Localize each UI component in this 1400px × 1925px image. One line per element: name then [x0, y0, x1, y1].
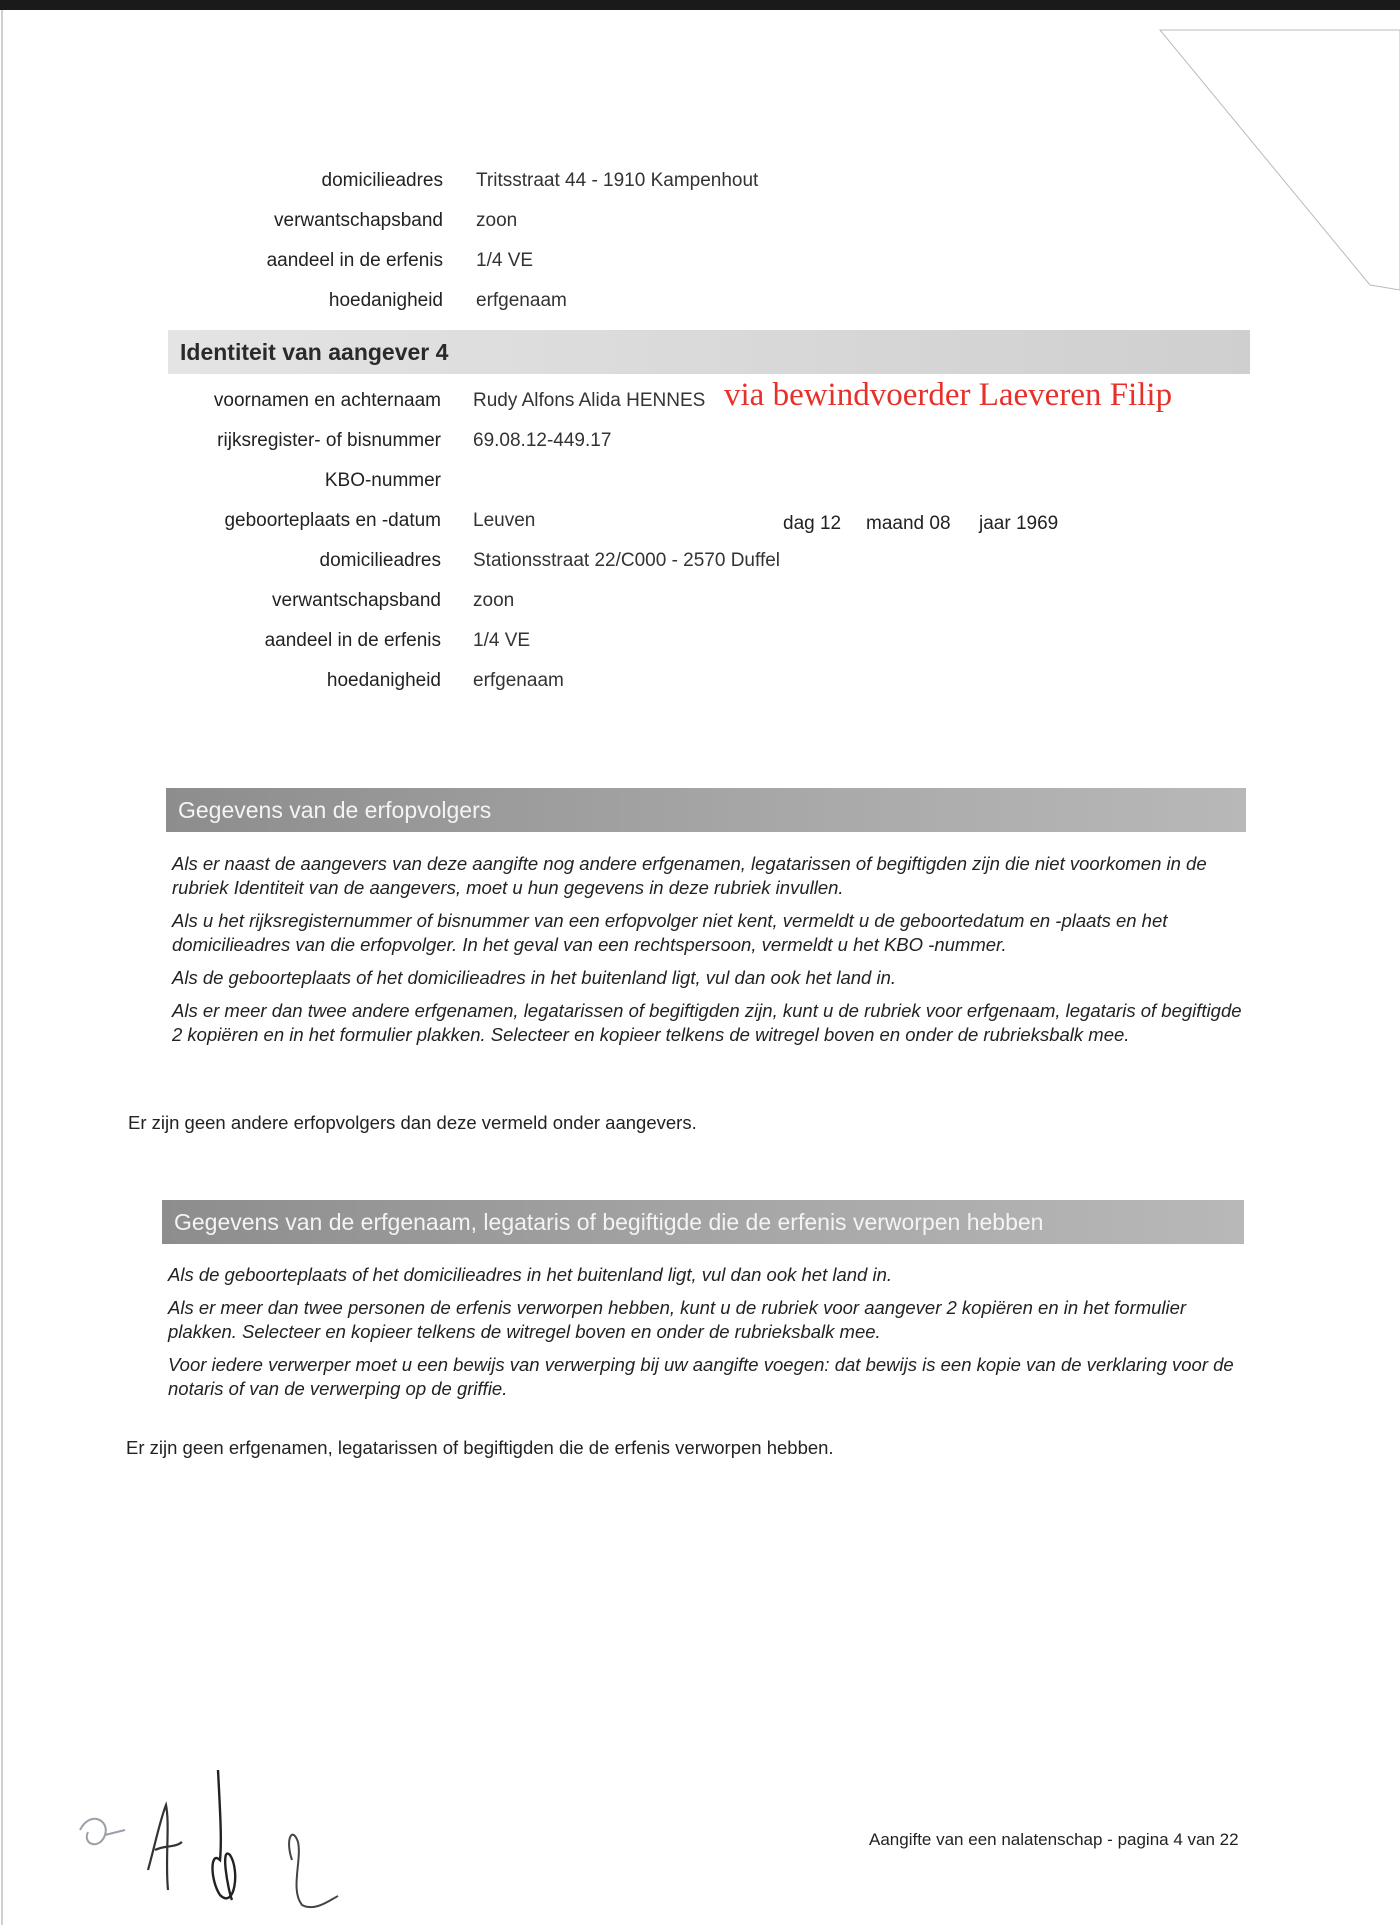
field-label: voornamen en achternaam: [213, 390, 441, 411]
field-value: erfgenaam: [476, 290, 567, 311]
birth-day: dag 12: [783, 513, 842, 534]
instruction-paragraph: Als er meer dan twee andere erfgenamen, legatarissen of begiftigden zijn, kunt u de rubriek voor erfgenaam, legataris of begiftigde 2 kopiëren en in het formulier plakken. Selecteer en kopieer telkens de witregel boven en onder de rubrieksbalk mee.: [172, 1000, 1242, 1045]
section-title: Gegevens van de erfopvolgers: [178, 797, 492, 823]
instruction-paragraph: Als de geboorteplaats of het domicilieadres in het buitenland ligt, vul dan ook het land in.: [172, 967, 897, 988]
field-label: rijksregister- of bisnummer: [217, 430, 441, 451]
field-value: 1/4 VE: [476, 250, 534, 271]
page-footer: Aangifte van een nalatenschap - pagina 4 van 22: [869, 1830, 1239, 1849]
instruction-paragraph: Als u het rijksregisternummer of bisnummer van een erfopvolger niet kent, vermeldt u de geboortedatum en -plaats en het domicilieadres van die erfopvolger. In het geval van een rechtspersoon, vermeldt u het KBO -nummer.: [172, 910, 1168, 955]
field-value: 1/4 VE: [473, 630, 531, 651]
field-label: verwantschapsband: [274, 210, 443, 231]
field-row: [0, 425, 1400, 457]
scan-top-border: [0, 0, 1400, 10]
section-title: Identiteit van aangever 4: [180, 339, 449, 365]
field-row: [0, 385, 1400, 417]
field-row: [0, 245, 1400, 277]
field-row: [0, 625, 1400, 657]
birth-month: maand 08: [866, 513, 951, 534]
field-label: KBO-nummer: [324, 470, 441, 491]
section-header-heirs: [166, 788, 1246, 832]
field-value: Tritsstraat 44 - 1910 Kampenhout: [476, 170, 759, 191]
field-value: Rudy Alfons Alida HENNES: [473, 390, 706, 411]
field-row: [0, 505, 1400, 537]
field-label: domicilieadres: [319, 550, 441, 571]
field-value: Leuven: [473, 510, 536, 531]
birth-year: jaar 1969: [979, 513, 1059, 534]
field-value: erfgenaam: [473, 670, 564, 691]
field-row: [0, 545, 1400, 577]
field-label: verwantschapsband: [272, 590, 441, 611]
heirs-statement: Er zijn geen andere erfopvolgers dan deze vermeld onder aangevers.: [128, 1112, 697, 1133]
field-label: aandeel in de erfenis: [264, 630, 441, 651]
instruction-paragraph: Als er meer dan twee personen de erfenis verworpen hebben, kunt u de rubriek voor aangever 2 kopiëren en in het formulier plakken. Selecteer en kopieer telkens de witregel boven en onder de rubrieksbalk mee.: [168, 1297, 1187, 1342]
field-row: [0, 165, 1400, 197]
field-label: aandeel in de erfenis: [266, 250, 443, 271]
field-label: hoedanigheid: [328, 290, 443, 311]
field-row: [0, 665, 1400, 697]
field-label: domicilieadres: [321, 170, 443, 191]
heirs-instructions: [172, 852, 1247, 1056]
field-label: hoedanigheid: [326, 670, 441, 691]
handwritten-note: via bewindvoerder Laeveren Filip: [724, 377, 1173, 413]
field-row: [0, 285, 1400, 317]
section-title: Gegevens van de erfgenaam, legataris of begiftigde die de erfenis verworpen hebben: [174, 1209, 1044, 1235]
field-row: [0, 585, 1400, 617]
section-header-declarant-4: [168, 330, 1250, 374]
field-label: geboorteplaats en -datum: [224, 510, 441, 531]
handwritten-signatures: [70, 1750, 370, 1920]
section-header-rejected: [162, 1200, 1244, 1244]
rejected-statement: Er zijn geen erfgenamen, legatarissen of begiftigden die de erfenis verworpen hebben.: [126, 1437, 834, 1458]
field-value: Stationsstraat 22/C000 - 2570 Duffel: [473, 550, 781, 571]
instruction-paragraph: Als er naast de aangevers van deze aangifte nog andere erfgenamen, legatarissen of begiftigden zijn die niet voorkomen in de rubriek Identiteit van de aangevers, moet u hun gegevens in deze rubriek invullen.: [172, 853, 1207, 898]
field-value: zoon: [476, 210, 518, 231]
instruction-paragraph: Als de geboorteplaats of het domicilieadres in het buitenland ligt, vul dan ook het land in.: [168, 1264, 893, 1285]
field-value: zoon: [473, 590, 515, 611]
instruction-paragraph: Voor iedere verwerper moet u een bewijs van verwerping bij uw aangifte voegen: dat bewijs is een kopie van de verklaring voor de notaris of van de verwerping op de griffie.: [168, 1354, 1234, 1399]
field-value: 69.08.12-449.17: [473, 430, 612, 451]
field-row: [0, 205, 1400, 237]
field-row: [0, 465, 1400, 497]
rejected-instructions: [168, 1263, 1243, 1410]
